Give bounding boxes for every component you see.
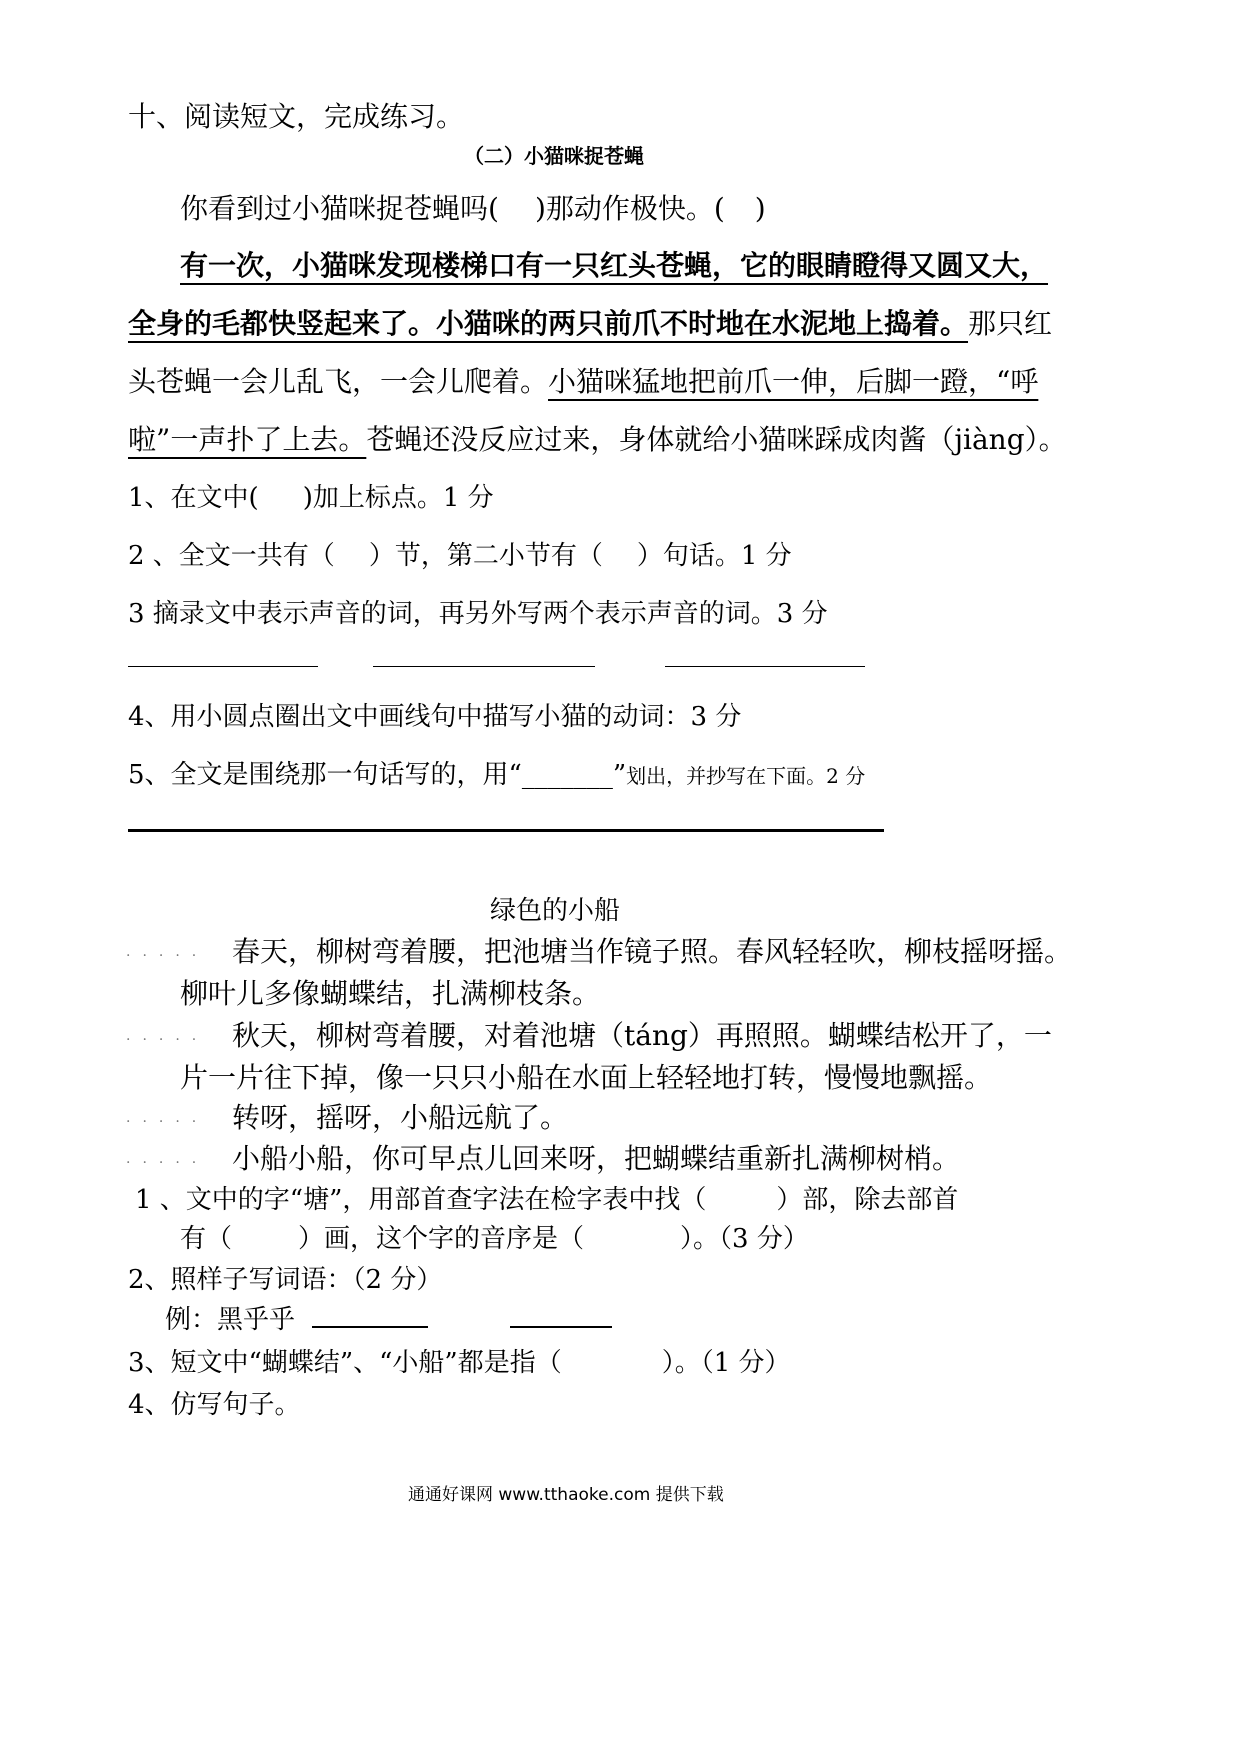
boat-question-4: 4、仿写句子。 [128,1390,301,1420]
indent-dots: ····· [126,1155,209,1171]
q2-text-a: 2 、全文一共有（ [128,541,335,571]
boat-q2-answer-line-2[interactable] [510,1326,612,1328]
indent-dots: ····· [126,948,209,964]
answer-line-1[interactable] [128,666,318,667]
green-boat-title: 绿色的小船 [490,896,621,926]
question-5 [128,754,865,791]
boat-q1-text-c: 有（ [180,1224,233,1254]
indent-dots: ····· [126,1114,209,1130]
boat-q1-text-a: 1 、文中的字“塘”，用部首查字法在检字表中找（ [135,1185,707,1215]
q5-text-a: 5、全文是围绕那一句话写的，用“_______” [128,760,627,790]
answer-line-3[interactable] [665,666,865,667]
boat-para4: 小船小船，你可早点儿回来呀，把蝴蝶结重新扎满柳树梢。 [232,1142,961,1175]
q1-text-b: )加上标点。1 分 [302,483,494,513]
boat-q1-text-d: ）画，这个字的音序是（ [298,1224,585,1254]
para2-line4-rest: 苍蝇还没反应过来，身体就给小猫咪踩成肉酱（jiàng）。 [366,423,1067,456]
boat-question-2-example: 例：黑乎乎 [165,1305,296,1335]
q2-text-c: ）句话。1 分 [636,541,792,571]
boat-question-1-line2 [180,1218,809,1255]
section-heading: 十、阅读短文，完成练习。 [128,100,465,133]
para1-text-b: )那动作极快。( [534,192,725,225]
para2-line2-rest: 那只红 [968,307,1053,340]
paragraph-1 [180,187,766,227]
question-4: 4、用小圆点圈出文中画线句中描写小猫的动词：3 分 [128,702,742,732]
boat-question-3 [128,1342,791,1379]
boat-q3-text-a: 3、短文中“蝴蝶结”、“小船”都是指（ [128,1348,562,1378]
underlined-sentence: 全身的毛都快竖起来了。小猫咪的两只前爪不时地在水泥地上捣着。 [128,307,969,340]
q1-text-a: 1、在文中( [128,483,259,513]
q2-text-b: ）节，第二小节有（ [368,541,603,571]
underlined-sentence-2-end: 啦”一声扑了上去。 [128,423,367,456]
para1-text-c: ) [754,192,766,225]
boat-para2-line2: 片一片往下掉，像一只只小船在水面上轻轻地打转，慢慢地飘摇。 [180,1061,993,1094]
para2-line-3 [128,360,1038,400]
para2-line-2 [128,302,1052,342]
footer-credit: 通通好课网 www.tthaoke.com 提供下载 [408,1485,724,1505]
boat-para1-line1: 春天，柳树弯着腰，把池塘当作镜子照。春风轻轻吹，柳枝摇呀摇。 [232,935,1073,968]
boat-q2-answer-line-1[interactable] [312,1326,428,1328]
para2-line3-plain: 头苍蝇一会儿乱飞，一会儿爬着。 [128,365,549,398]
boat-question-2: 2、照样子写词语：（2 分） [128,1265,443,1295]
boat-q1-text-b: ）部，除去部首 [776,1185,959,1215]
boat-para1-line2: 柳叶儿多像蝴蝶结，扎满柳枝条。 [180,977,601,1010]
para2-line-4 [128,418,1067,458]
para2-line-1: 有一次，小猫咪发现楼梯口有一只红头苍蝇，它的眼睛瞪得又圆又大， [180,249,1049,282]
boat-para3: 转呀，摇呀，小船远航了。 [232,1101,569,1134]
question-2 [128,535,792,572]
para1-text-a: 你看到过小猫咪捉苍蝇吗( [180,192,499,225]
underlined-sentence-2: 小猫咪猛地把前爪一伸，后脚一蹬，“呼 [548,365,1039,398]
q5-answer-line[interactable] [128,829,884,832]
indent-dots: ····· [126,1032,209,1048]
answer-line-2[interactable] [373,666,595,667]
boat-para2-line1: 秋天，柳树弯着腰，对着池塘（táng）再照照。蝴蝶结松开了，一 [232,1019,1052,1052]
question-1 [128,477,494,514]
q5-text-b: 划出，并抄写在下面。2 分 [626,764,866,788]
boat-q3-text-b: ）。（1 分） [661,1348,791,1378]
passage-title: （二）小猫咪捉苍蝇 [464,144,644,168]
boat-question-1-line1 [135,1179,958,1216]
boat-q1-text-e: ）。（3 分） [680,1224,809,1254]
question-3: 3 摘录文中表示声音的词，再另外写两个表示声音的词。3 分 [128,599,828,629]
